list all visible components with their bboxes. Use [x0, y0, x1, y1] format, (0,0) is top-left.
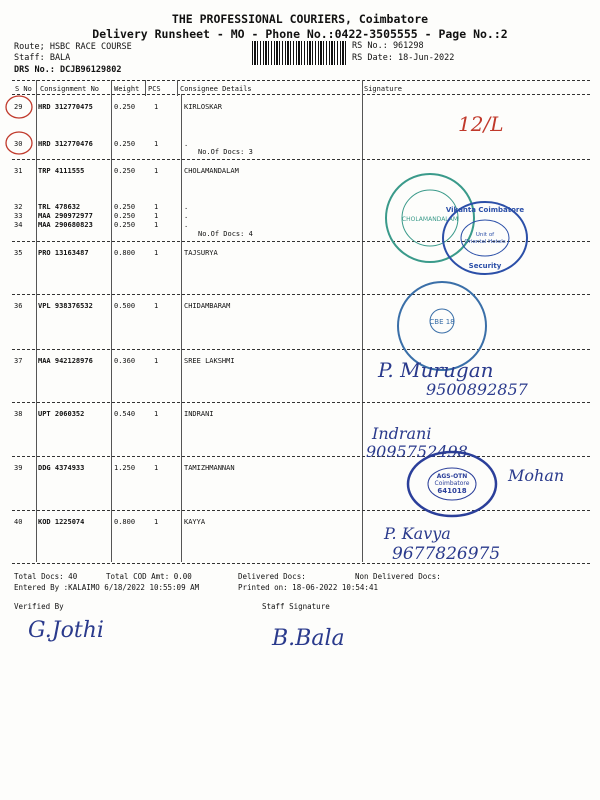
col-header-weight: Weight	[114, 85, 140, 93]
row-weight: 0.250	[114, 140, 136, 148]
row-consignment: VPL 938376532	[38, 302, 93, 310]
phone-handwritten: 9500892857	[426, 380, 528, 399]
row-separator	[12, 456, 590, 457]
row-pcs: 1	[154, 103, 159, 111]
row-doc-count: No.Of Docs: 3	[198, 148, 253, 156]
handwritten-circles	[2, 94, 42, 164]
row-consignment: TRP 4111555	[38, 167, 85, 175]
row-consignee: KIRLOSKAR	[184, 103, 222, 111]
row-weight: 0.800	[114, 518, 136, 526]
col-divider	[362, 80, 363, 562]
row-consignment: TRL 478632	[38, 203, 81, 211]
row-sno: 31	[14, 167, 23, 175]
svg-text:CBE 18: CBE 18	[429, 318, 455, 326]
row-consignee: INDRANI	[184, 410, 214, 418]
svg-text:CHOLAMANDALAM: CHOLAMANDALAM	[401, 216, 459, 223]
row-pcs: 1	[154, 410, 159, 418]
row-consignment: KOD 1225074	[38, 518, 85, 526]
staff-signature-label: Staff Signature	[262, 602, 330, 611]
row-consignment: HRD 312770476	[38, 140, 93, 148]
row-weight: 0.250	[114, 167, 136, 175]
row-pcs: 1	[154, 140, 159, 148]
row-weight: 0.250	[114, 203, 136, 211]
row-consignment: PRO 13163487	[38, 249, 89, 257]
col-header-pcs: PCS	[148, 85, 161, 93]
row-consignee: .	[184, 221, 189, 229]
row-pcs: 1	[154, 167, 159, 175]
row-sno: 35	[14, 249, 23, 257]
col-header-sno: S No	[15, 85, 32, 93]
svg-text:Security: Security	[468, 262, 502, 270]
col-divider	[177, 80, 178, 96]
col-header-consignment: Consignment No	[40, 85, 100, 93]
row-sno: 34	[14, 221, 23, 229]
row-pcs: 1	[154, 221, 159, 229]
row-consignment: DDG 4374933	[38, 464, 85, 472]
header-rule	[12, 94, 590, 95]
col-header-consignee: Consignee Details	[180, 85, 252, 93]
row-consignee: SREE LAKSHMI	[184, 357, 235, 365]
total-docs: Total Docs: 40	[14, 572, 78, 581]
row-weight: 0.540	[114, 410, 136, 418]
row-consignment: UPT 2060352	[38, 410, 85, 418]
row-consignee: KAYYA	[184, 518, 206, 526]
table-top-rule	[12, 80, 590, 81]
svg-text:AGS-OTN: AGS-OTN	[436, 473, 468, 480]
row-pcs: 1	[154, 357, 159, 365]
staff-signature: B.Bala	[272, 626, 345, 651]
row-weight: 1.250	[114, 464, 136, 472]
row-weight: 0.250	[114, 103, 136, 111]
table-bottom-rule	[12, 563, 590, 564]
svg-text:641018: 641018	[437, 487, 467, 495]
row-consignee: .	[184, 140, 189, 148]
signature: P. Kavya	[384, 524, 451, 543]
delivered-docs: Delivered Docs:	[238, 572, 306, 581]
verified-signature: G.Jothi	[28, 618, 104, 643]
row-weight: 0.500	[114, 302, 136, 310]
svg-text:Vikanta Coimbatore: Vikanta Coimbatore	[445, 206, 525, 214]
signature: Indrani	[372, 424, 432, 443]
row-consignment: MAA 290680823	[38, 221, 93, 229]
row-pcs: 1	[154, 212, 159, 220]
row-pcs: 1	[154, 249, 159, 257]
drs-number: DRS No.: DCJB96129802	[14, 65, 122, 75]
total-cod: Total COD Amt: 0.00	[106, 572, 192, 581]
row-consignment: HRD 312770475	[38, 103, 93, 111]
row-pcs: 1	[154, 203, 159, 211]
row-pcs: 1	[154, 302, 159, 310]
route-label: Route; HSBC RACE COURSE	[14, 42, 132, 52]
row-separator	[12, 159, 590, 160]
row-separator	[12, 402, 590, 403]
signature: Mohan	[508, 466, 565, 485]
row-sno: 33	[14, 212, 23, 220]
row-separator	[12, 294, 590, 295]
runsheet-subtitle: Delivery Runsheet - MO - Phone No.:0422-3505555 - Page No.:2	[92, 27, 508, 41]
svg-text:Unit of: Unit of	[475, 232, 495, 238]
row-separator	[12, 510, 590, 511]
col-divider	[145, 80, 146, 96]
col-header-signature: Signature	[364, 85, 402, 93]
row-consignment: MAA 942128976	[38, 357, 93, 365]
handwritten-mark: 12/L	[458, 112, 504, 136]
staff-label: Staff: BALA	[14, 53, 71, 63]
row-weight: 0.360	[114, 357, 136, 365]
row-weight: 0.250	[114, 221, 136, 229]
row-consignee: CHOLAMANDALAM	[184, 167, 239, 175]
row-sno: 32	[14, 203, 23, 211]
svg-text:Coimbatore: Coimbatore	[434, 480, 470, 487]
signature: P. Murugan	[378, 358, 494, 382]
row-sno: 30	[14, 140, 23, 148]
verified-by-label: Verified By	[14, 602, 64, 611]
row-sno: 36	[14, 302, 23, 310]
non-delivered-docs: Non Delivered Docs:	[355, 572, 441, 581]
company-title: THE PROFESSIONAL COURIERS, Coimbatore	[171, 12, 429, 26]
barcode	[252, 41, 348, 65]
row-consignee: CHIDAMBARAM	[184, 302, 231, 310]
phone-handwritten: 9095752498	[366, 442, 468, 461]
phone-handwritten: 9677826975	[392, 544, 501, 564]
row-consignee: TAJSURYA	[184, 249, 218, 257]
row-sno: 29	[14, 103, 23, 111]
col-divider	[111, 80, 112, 562]
row-consignee: .	[184, 203, 189, 211]
row-sno: 40	[14, 518, 23, 526]
entered-by: Entered By :KALAIMO 6/18/2022 10:55:09 AM	[14, 583, 200, 592]
row-doc-count: No.Of Docs: 4	[198, 230, 253, 238]
row-pcs: 1	[154, 518, 159, 526]
row-consignment: MAA 290972977	[38, 212, 93, 220]
row-consignee: .	[184, 212, 189, 220]
row-consignee: TAMIZHMANNAN	[184, 464, 235, 472]
rs-date: RS Date: 18-Jun-2022	[352, 53, 455, 63]
row-pcs: 1	[154, 464, 159, 472]
row-weight: 0.250	[114, 212, 136, 220]
printed-on: Printed on: 18-06-2022 10:54:41	[238, 583, 378, 592]
row-weight: 0.800	[114, 249, 136, 257]
svg-text:Oriental Hotels: Oriental Hotels	[464, 239, 506, 245]
row-separator	[12, 349, 590, 350]
vikanta-security-stamp	[440, 198, 530, 278]
row-sno: 38	[14, 410, 23, 418]
col-divider	[181, 94, 182, 562]
row-sno: 39	[14, 464, 23, 472]
rs-number: RS No.: 961298	[352, 41, 424, 51]
row-sno: 37	[14, 357, 23, 365]
